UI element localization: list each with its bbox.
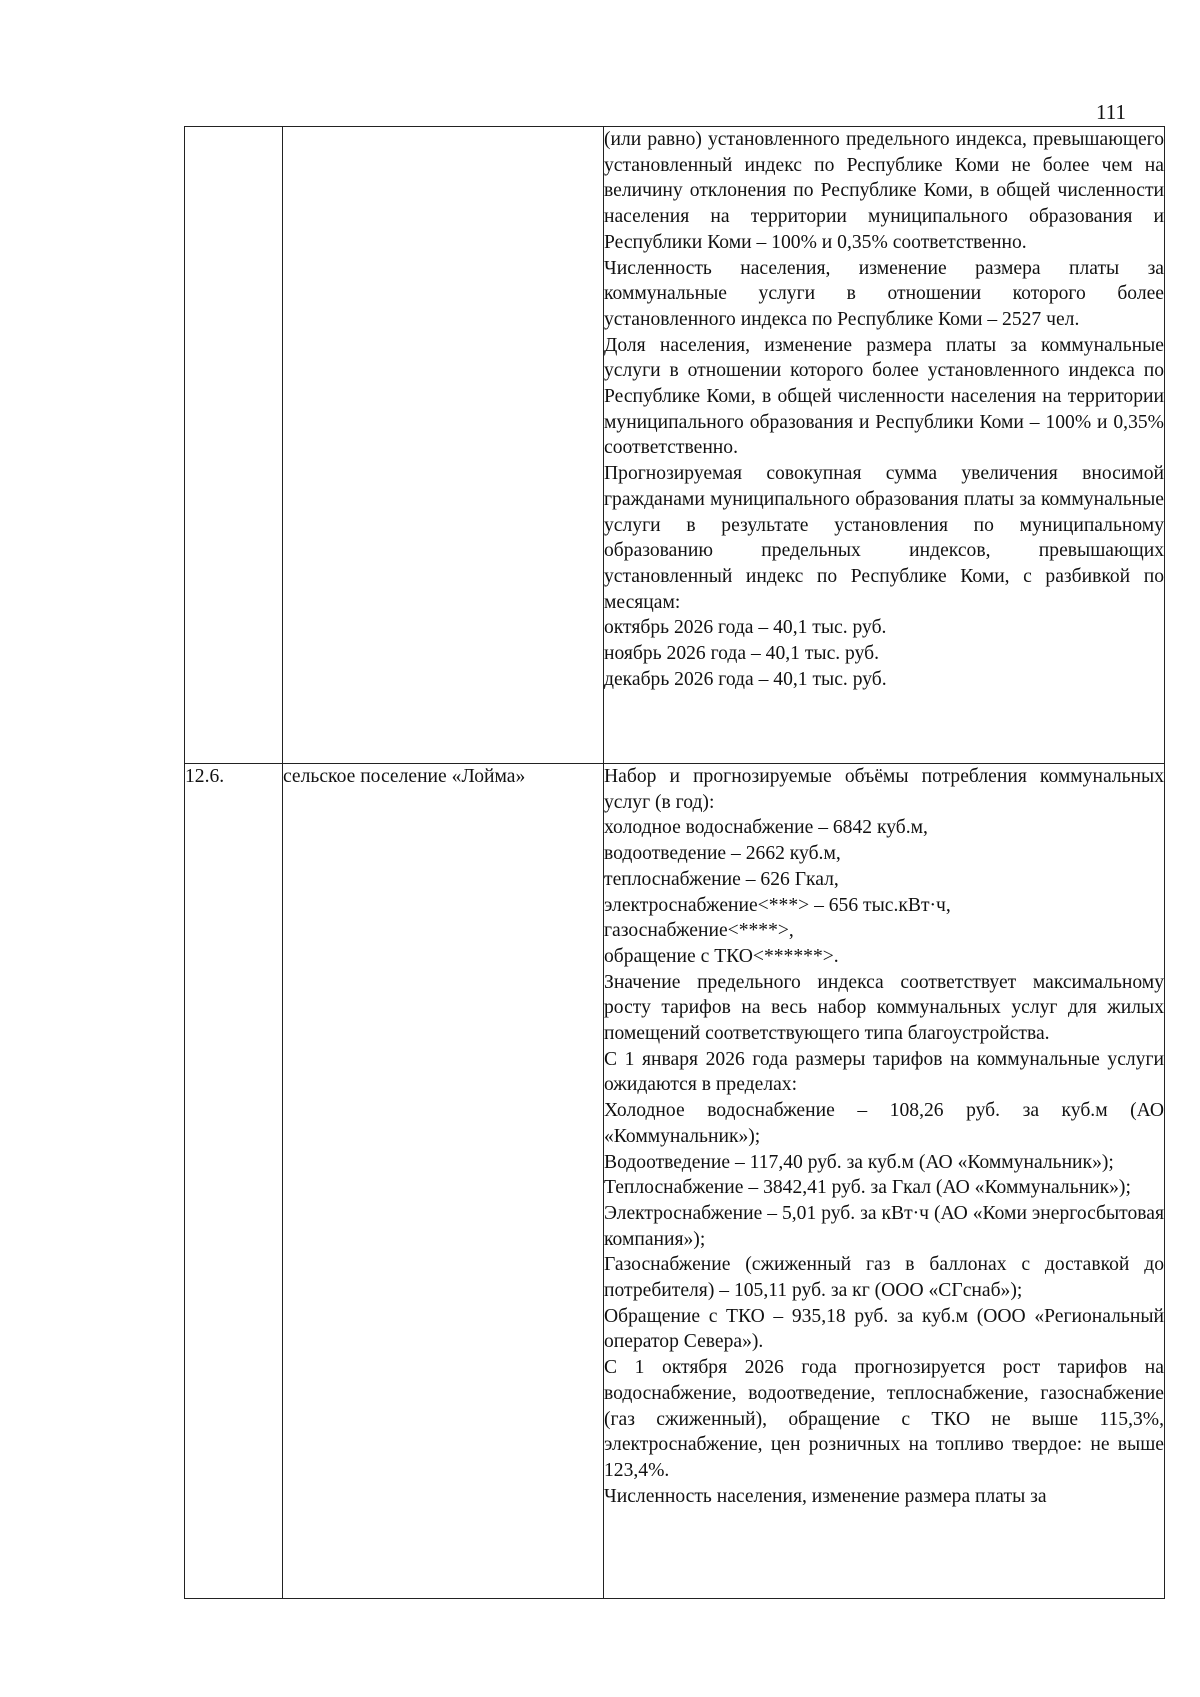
paragraph: газоснабжение<****>, [604,920,794,942]
paragraph: ноябрь 2026 года – 40,1 тыс. руб. [604,643,880,665]
paragraph: Холодное водоснабжение – 108,26 руб. за куб.м (АО «Коммунальник»); [604,1100,1164,1147]
row-number-cell: 12.6. [185,764,283,1599]
row-number-cell [185,127,283,764]
document-table [184,126,1165,1599]
municipality-name-cell [283,127,604,764]
paragraph: Набор и прогнозируемые объёмы потребления коммунальных услуг (в год): [604,766,1164,813]
description-cell [604,127,1165,764]
paragraph: октябрь 2026 года – 40,1 тыс. руб. [604,617,887,639]
paragraph: Значение предельного индекса соответствует максимальному росту тарифов на весь набор коммунальных услуг для жилых помещений соответствующего типа благоустройства. [604,971,1164,1045]
paragraph: Численность населения, изменение размера платы за коммунальные услуги в отношении которого более установленного индекса по Республике Коми – 2527 чел. [604,257,1164,330]
paragraph: Газоснабжение (сжиженный газ в баллонах с доставкой до потребителя) – 105,11 руб. за кг (ООО «СГснаб»); [604,1254,1164,1302]
paragraph: Прогнозируемая совокупная сумма увеличения вносимой гражданами муниципального образования платы за коммунальные услуги в результате установления по муниципальному образованию предельных индексов, превышающих установленный индекс по Республике Коми, с разбивкой по месяцам: [604,463,1164,613]
paragraph: Теплоснабжение – 3842,41 руб. за Гкал (АО «Коммунальник»); [604,1177,1131,1199]
table-row [185,127,1165,764]
paragraph: Водоотведение – 117,40 руб. за куб.м (АО «Коммунальник»); [604,1151,1114,1173]
paragraph: С 1 января 2026 года размеры тарифов на коммунальные услуги ожидаются в пределах: [604,1048,1164,1096]
description-cell [604,764,1165,1599]
page-number: 111 [1096,100,1126,124]
paragraph: водоотведение – 2662 куб.м, [604,843,841,865]
paragraph: обращение с ТКО<******>. [604,945,839,967]
paragraph: холодное водоснабжение – 6842 куб.м, [604,817,928,839]
paragraph: электроснабжение<***> – 656 тыс.кВт·ч, [604,894,951,916]
paragraph: Численность населения, изменение размера платы за [604,1485,1047,1507]
municipality-name-cell: сельское поселение «Лойма» [283,764,604,1599]
paragraph: Обращение с ТКО – 935,18 руб. за куб.м (ООО «Региональный оператор Севера»). [604,1305,1164,1353]
paragraph: (или равно) установленного предельного индекса, превышающего установленный индекс по Республике Коми не более чем на величину отклонения по Республике Коми, в общей численности населения на территории муниципального образования и Республики Коми – 100% и 0,35% соответственно. [604,129,1164,253]
paragraph: Электроснабжение – 5,01 руб. за кВт·ч (АО «Коми энергосбытовая компания»); [604,1202,1164,1250]
paragraph: декабрь 2026 года – 40,1 тыс. руб. [604,668,887,690]
paragraph: Доля населения, изменение размера платы за коммунальные услуги в отношении которого более установленного индекса по Республике Коми, в общей численности населения на территории муниципального образования и Республики Коми – 100% и 0,35% соответственно. [604,334,1164,459]
paragraph: теплоснабжение – 626 Гкал, [604,868,839,890]
paragraph: С 1 октября 2026 года прогнозируется рост тарифов на водоснабжение, водоотведение, теплоснабжение, газоснабжение (газ сжиженный), обращение с ТКО не выше 115,3%, электроснабжение, цен розничных на топливо твердое: не выше 123,4%. [604,1357,1164,1481]
table-row [185,764,1165,1599]
